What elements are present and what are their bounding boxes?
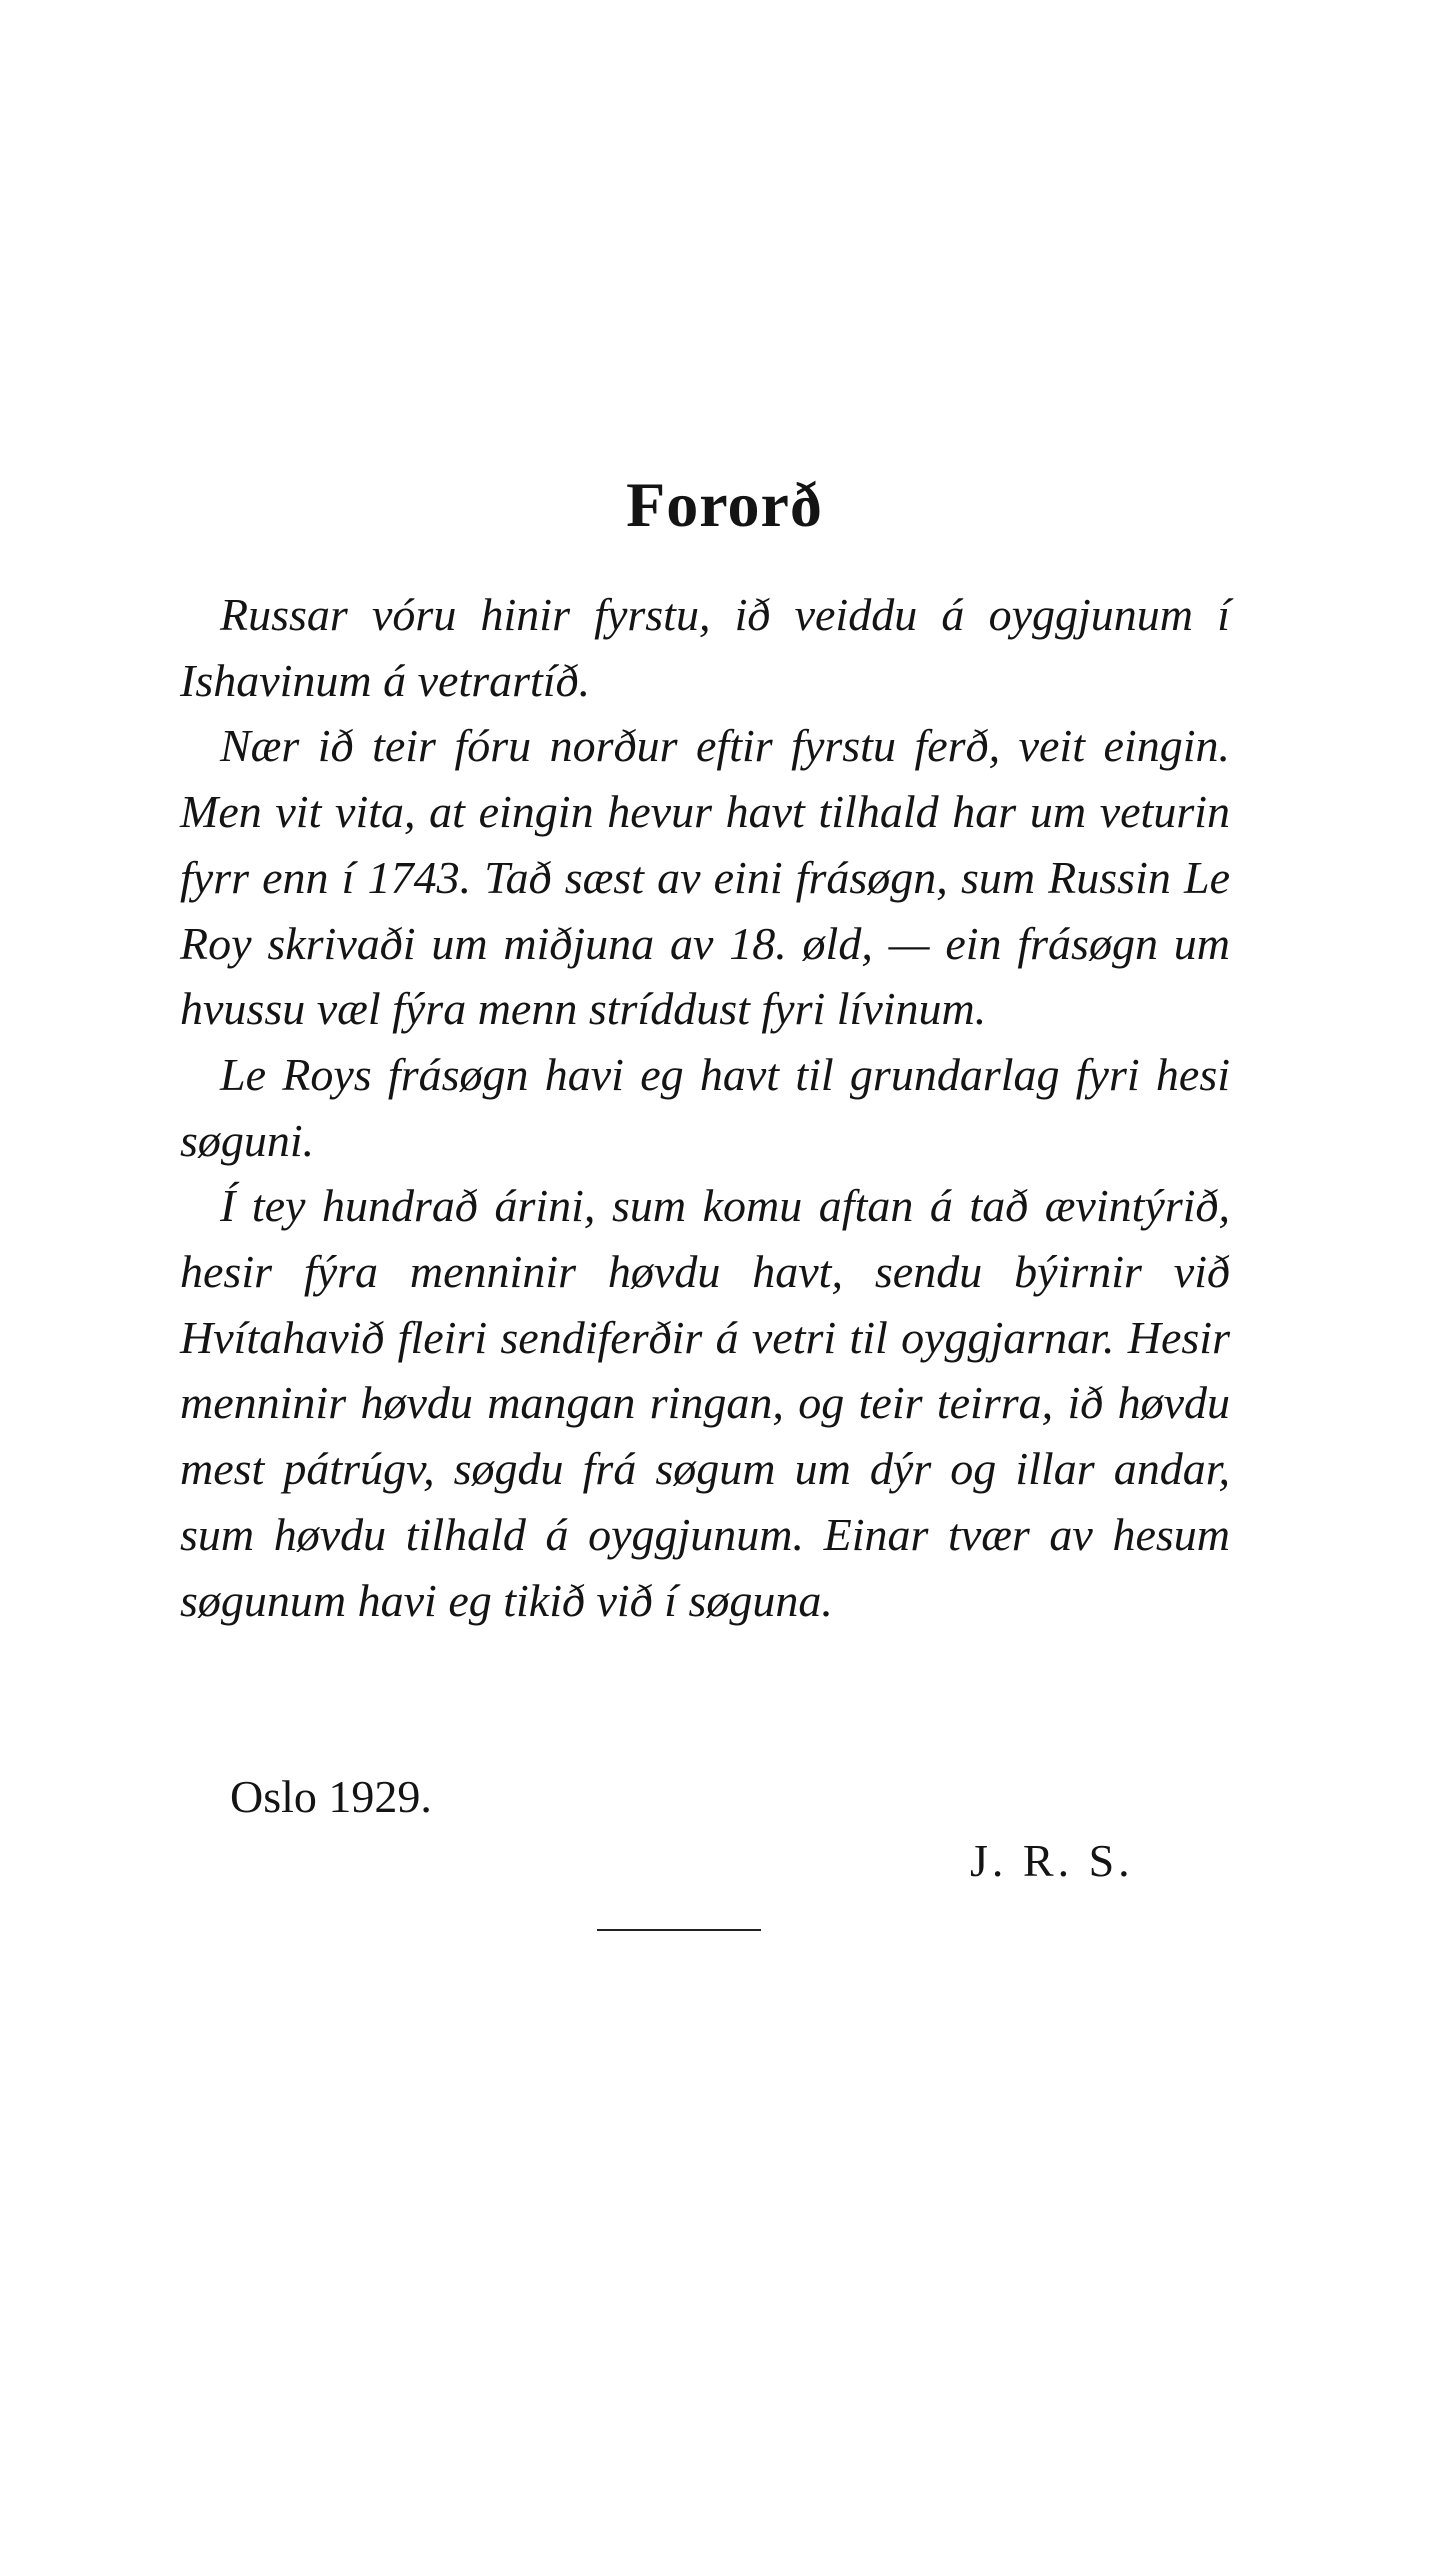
page-title: Fororð bbox=[626, 469, 823, 540]
paragraph-2: Nær ið teir fóru norður eftir fyrstu ferð, veit eingin. Men vit vita, at eingin hevur havt tilhald har um veturin fyrr enn í 1743. Tað sæst av eini frásøgn, sum Russin Le Roy skrivaði um miðjuna av 18. øld, — ein frásøgn um hvussu væl fýra menn stríddust fyri lívinum. bbox=[180, 720, 1230, 1035]
foreword-body bbox=[180, 582, 1230, 1633]
place-date: Oslo 1929. bbox=[230, 1771, 432, 1822]
paragraph-3: Le Roys frásøgn havi eg havt til grundarlag fyri hesi søguni. bbox=[180, 1048, 1230, 1166]
paragraph-1: Russar vóru hinir fyrstu, ið veiddu á oyggjunum í Ishavinum á vetrartíð. bbox=[180, 589, 1230, 706]
closing-rule bbox=[597, 1929, 761, 1931]
paragraph-4: Í tey hundrað árini, sum komu aftan á tað ævintýrið, hesir fýra menninir høvdu havt, sendu býirnir við Hvítahavið fleiri sendiferðir á vetri til oyggjarnar. Hesir menninir høvdu mangan ringan, og teir teirra, ið høvdu mest pátrúgv, søgdu frá søgum um dýr og illar andar, sum høvdu tilhald á oyggjunum. Einar tvær av hesum søgunum havi eg tikið við í søguna. bbox=[180, 1180, 1230, 1626]
signature-initials: J. R. S. bbox=[970, 1835, 1134, 1886]
